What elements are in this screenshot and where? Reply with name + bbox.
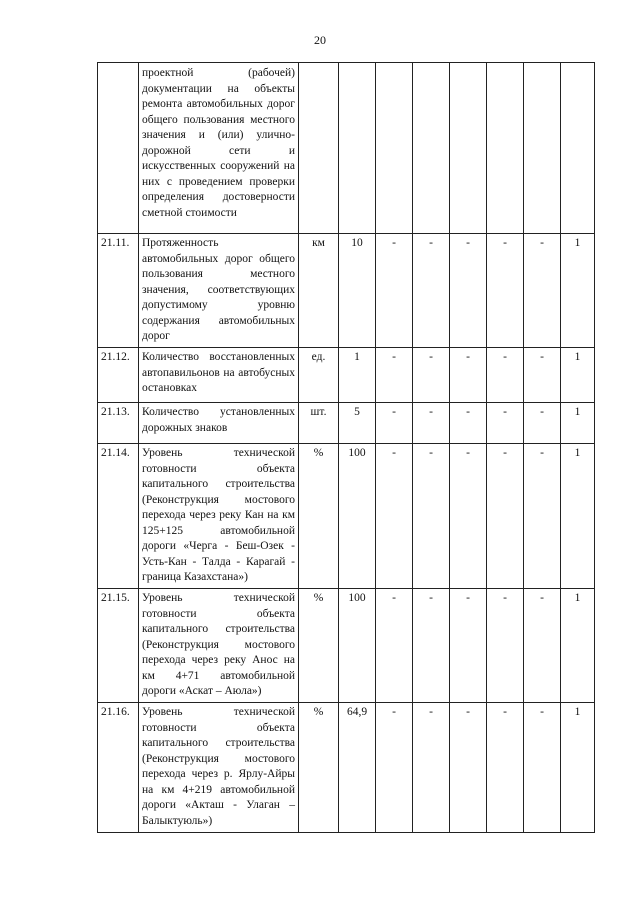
- year-cell: -: [487, 234, 524, 348]
- year-cell: [561, 63, 595, 234]
- value-cell: 1: [339, 348, 376, 403]
- year-cell: -: [413, 403, 450, 444]
- year-cell: -: [450, 403, 487, 444]
- unit-cell: %: [299, 444, 339, 589]
- year-cell: -: [487, 703, 524, 833]
- table-row: [98, 63, 595, 234]
- year-cell: -: [413, 348, 450, 403]
- table-row: [98, 444, 595, 589]
- row-number: 21.16.: [98, 703, 139, 833]
- value-cell: 5: [339, 403, 376, 444]
- year-cell: -: [413, 444, 450, 589]
- indicator-description: Уровень технической готовности объекта капитального строительства (Реконструкция мостового перехода через реку Анос на км 4+71 автомобильной дороги «Аскат – Аюла»): [139, 589, 299, 703]
- indicator-description: Уровень технической готовности объекта капитального строительства (Реконструкция мостового перехода через реку Кан на км 125+125 автомобильной дороги «Черга - Беш-Озек - Усть-Кан - Талда - Карагай - граница Казахстана»): [139, 444, 299, 589]
- year-cell: [376, 63, 413, 234]
- table-row: [98, 403, 595, 444]
- year-cell: -: [450, 703, 487, 833]
- unit-cell: %: [299, 589, 339, 703]
- indicator-description: Количество восстановленных автопавильонов на автобусных остановках: [139, 348, 299, 403]
- year-cell: -: [450, 348, 487, 403]
- year-cell: -: [524, 589, 561, 703]
- year-cell: -: [487, 348, 524, 403]
- year-cell: -: [450, 589, 487, 703]
- year-cell: -: [376, 403, 413, 444]
- indicator-description: проектной (рабочей) документации на объекты ремонта автомобильных дорог общего пользования местного значения и (или) улично-дорожной сети и искусственных сооружений на них с проведением проверки определения достоверности сметной стоимости: [139, 63, 299, 234]
- year-cell: -: [376, 703, 413, 833]
- year-cell: -: [376, 589, 413, 703]
- year-cell: 1: [561, 348, 595, 403]
- year-cell: 1: [561, 444, 595, 589]
- year-cell: 1: [561, 234, 595, 348]
- year-cell: 1: [561, 703, 595, 833]
- table-row: [98, 348, 595, 403]
- year-cell: -: [524, 348, 561, 403]
- year-cell: -: [524, 403, 561, 444]
- value-cell: [339, 63, 376, 234]
- indicators-table: [97, 62, 595, 833]
- value-cell: 100: [339, 444, 376, 589]
- value-cell: 64,9: [339, 703, 376, 833]
- year-cell: -: [524, 444, 561, 589]
- year-cell: -: [487, 403, 524, 444]
- year-cell: -: [413, 703, 450, 833]
- row-number: 21.13.: [98, 403, 139, 444]
- year-cell: [413, 63, 450, 234]
- unit-cell: ед.: [299, 348, 339, 403]
- year-cell: -: [524, 234, 561, 348]
- year-cell: -: [450, 234, 487, 348]
- year-cell: -: [376, 348, 413, 403]
- indicator-description: Количество установленных дорожных знаков: [139, 403, 299, 444]
- value-cell: 100: [339, 589, 376, 703]
- year-cell: -: [487, 589, 524, 703]
- year-cell: -: [413, 589, 450, 703]
- year-cell: -: [376, 444, 413, 589]
- unit-cell: [299, 63, 339, 234]
- year-cell: -: [376, 234, 413, 348]
- value-cell: 10: [339, 234, 376, 348]
- year-cell: -: [450, 444, 487, 589]
- year-cell: -: [487, 444, 524, 589]
- unit-cell: км: [299, 234, 339, 348]
- year-cell: -: [413, 234, 450, 348]
- row-number: 21.15.: [98, 589, 139, 703]
- year-cell: -: [524, 703, 561, 833]
- row-number: 21.14.: [98, 444, 139, 589]
- year-cell: 1: [561, 403, 595, 444]
- row-number: [98, 63, 139, 234]
- year-cell: [450, 63, 487, 234]
- unit-cell: %: [299, 703, 339, 833]
- table-row: [98, 589, 595, 703]
- year-cell: 1: [561, 589, 595, 703]
- year-cell: [524, 63, 561, 234]
- unit-cell: шт.: [299, 403, 339, 444]
- indicator-description: Протяженность автомобильных дорог общего пользования местного значения, соответствующих допустимому уровню содержания автомобильных дорог: [139, 234, 299, 348]
- row-number: 21.12.: [98, 348, 139, 403]
- year-cell: [487, 63, 524, 234]
- table-row: [98, 703, 595, 833]
- indicator-description: Уровень технической готовности объекта капитального строительства (Реконструкция мостового перехода через р. Ярлу-Айры на км 4+219 автомобильной дороги «Акташ - Улаган – Балыктуюль»): [139, 703, 299, 833]
- table-row: [98, 234, 595, 348]
- page-number: 20: [314, 33, 326, 47]
- row-number: 21.11.: [98, 234, 139, 348]
